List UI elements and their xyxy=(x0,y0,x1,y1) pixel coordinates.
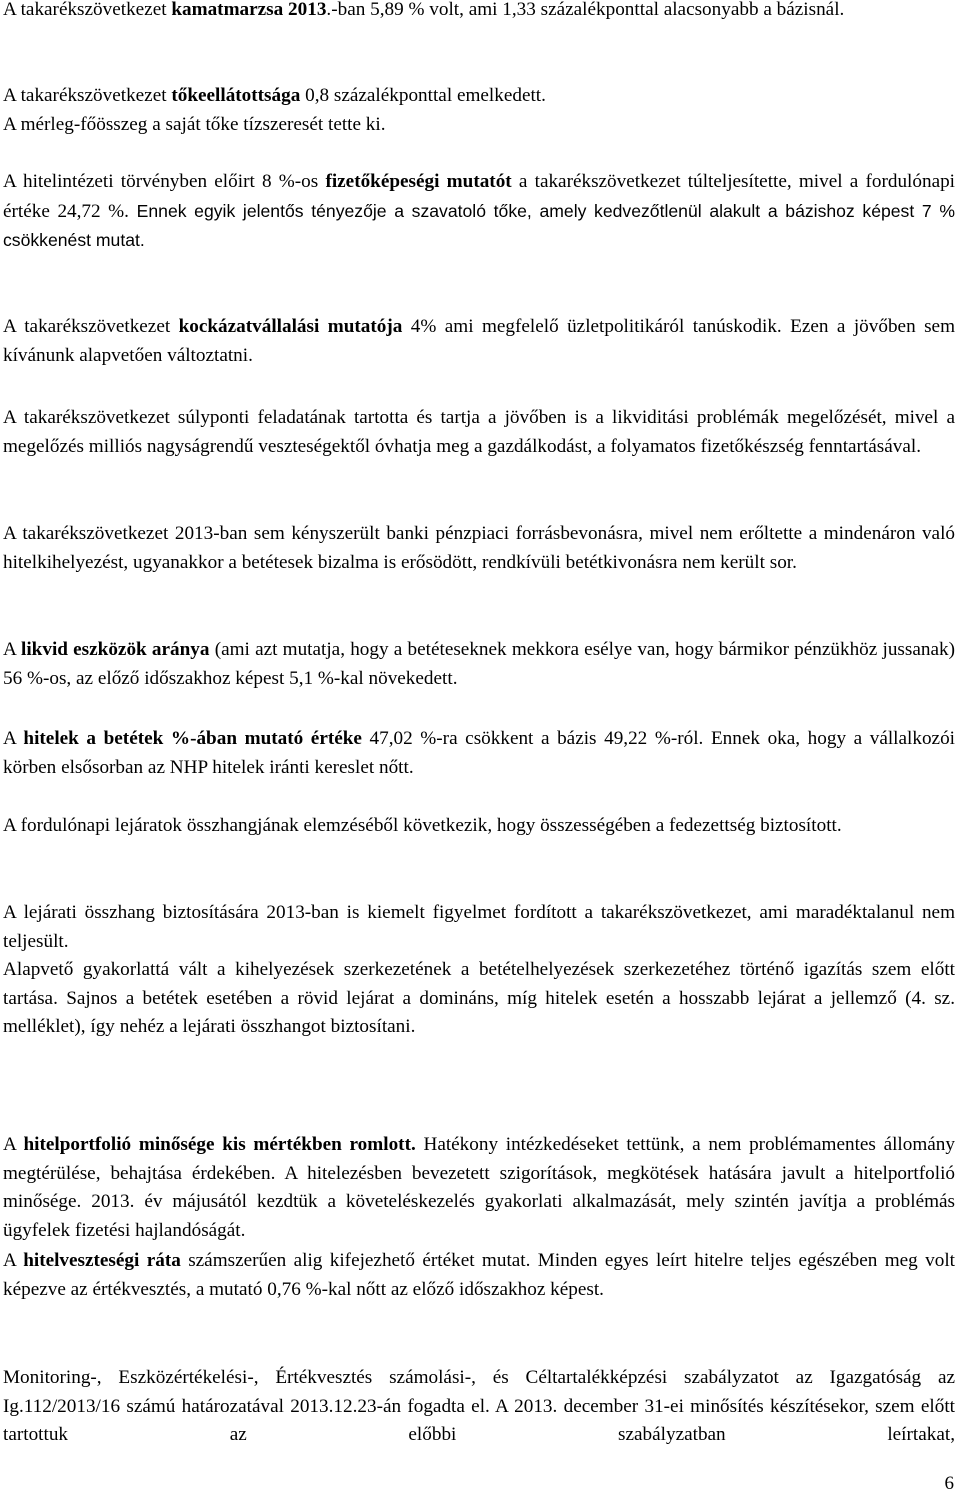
bold-term: likvid eszközök aránya xyxy=(21,639,210,660)
bold-term: hitelek a betétek %-ában mutató értéke xyxy=(23,728,362,749)
text-segment: 0,8 százalékponttal emelkedett. xyxy=(300,85,546,106)
text-segment: A takarékszövetkezet 2013-ban sem kényszerült banki pénzpiaci forrásbevonásra, mivel nem erőltette a mindenáron való hitelkihelyezést, ugyanakkor a betétesek bizalma is erősödött, rendkívüli betétkivonásra nem került sor. xyxy=(3,523,955,573)
paragraph-portfolio-quality xyxy=(3,1131,955,1245)
paragraph-regulations xyxy=(3,1364,955,1450)
paragraph-loans-deposits xyxy=(3,725,955,782)
text-segment: A xyxy=(3,639,22,660)
bold-term: hitelportfolió minősége kis mértékben romlott. xyxy=(23,1134,416,1155)
text-segment: a takarékszövetkezet túlteljesítette, mivel a fordulónapi értéke 24,72 %. xyxy=(3,171,956,222)
text-segment: A takarékszövetkezet xyxy=(3,0,172,20)
text-segment: Ennek egyik jelentős tényezője a szavatoló tőke, amely kedvezőtlenül alakult a bázishoz képest 7 % csökkenést mutat. xyxy=(3,200,955,251)
text-segment: A lejárati összhang biztosítására 2013-ban is kiemelt figyelmet fordított a takarékszövetkezet, ami maradéktalanul nem teljesült. xyxy=(3,902,955,952)
paragraph-funding xyxy=(3,520,955,577)
text-segment: A takarékszövetkezet xyxy=(3,85,172,106)
bold-term: kockázatvállalási mutatója xyxy=(178,316,403,337)
paragraph-balance-sheet xyxy=(3,111,955,140)
bold-term: hitelveszteségi ráta xyxy=(23,1250,181,1271)
text-segment: A takarékszövetkezet súlyponti feladatának tartotta és tartja a jövőben is a likviditási problémák megelőzését, mivel a megelőzés milliós nagyságrendű veszteségektől óvhatja meg a gazdálkodást, a folyamatos fizetőkészség fenntartásával. xyxy=(3,407,955,457)
text-segment: A takarékszövetkezet xyxy=(3,316,179,337)
text-segment: 4% ami megfelelő üzletpolitikáról tanúskodik. Ezen a jövőben sem kívánunk alapvetően változtatni. xyxy=(3,316,955,366)
text-segment: A hitelintézeti törvényben előirt 8 %-os xyxy=(3,171,326,192)
paragraph-placement-structure xyxy=(3,956,955,1042)
bold-term: tőkeellátottsága xyxy=(171,85,301,106)
paragraph-liquid-assets xyxy=(3,636,955,693)
paragraph-capital-adequacy xyxy=(3,82,955,111)
text-segment: számszerűen alig kifejezhető értéket mutat. Minden egyes leírt hitelre teljes egészében meg volt képezve az értékvesztés, a mutató 0,76 %-kal nőtt az előző időszakhoz képest. xyxy=(3,1250,955,1300)
text-segment: Monitoring-, Eszközértékelési-, Értékvesztés számolási-, és Céltartalékképzési szabályzatot az Igazgatóság az Ig.112/2013/16 számú határozatával 2013.12.23-án fogadta el. A 2013. december 31-ei minősítés készítésekor, szem előtt tartottuk az előbbi szabályzatban leírtakat, xyxy=(3,1367,955,1446)
bold-term: kamatmarzsa 2013 xyxy=(171,0,327,20)
paragraph-interest-margin xyxy=(3,0,955,25)
paragraph-liquidity-focus xyxy=(3,404,955,461)
text-segment: Alapvető gyakorlattá vált a kihelyezések szerkezetének a betételhelyezések szerkezetéhez történő igazítás szem előtt tartása. Sajnos a betétek esetében a rövid lejárat a domináns, míg hitelek esetén a hosszabb lejárat a jellemző (4. sz. melléklet), így nehéz a lejárati összhangot biztosítani. xyxy=(3,959,955,1038)
paragraph-maturity-match xyxy=(3,899,955,956)
text-segment: A fordulónapi lejáratok összhangjának elemzéséből következik, hogy összességében a fedezettség biztosított. xyxy=(3,815,842,836)
text-segment: 47,02 %-ra csökkent a bázis 49,22 %-ról. Ennek oka, hogy a vállalkozói körben elsősorban az NHP hitelek iránti kereslet nőtt. xyxy=(3,728,955,778)
paragraph-loss-rate xyxy=(3,1247,955,1304)
text-segment: A xyxy=(3,1250,24,1271)
text-segment: A xyxy=(3,1134,24,1155)
text-segment: Hatékony intézkedéseket tettünk, a nem problémamentes állomány megtérülése, behajtása érdekében. A hitelezésben bevezetett szigorítások, megkötések hatására javult a hitelportfolió minősége. 2013. év májusától kezdtük a követeléskezelés gyakorlati alkalmazását, mely szintén javítja a problémás ügyfelek fizetési hajlandóságát. xyxy=(3,1134,955,1241)
paragraph-maturities xyxy=(3,812,955,841)
text-segment: (ami azt mutatja, hogy a betéteseknek mekkora esélye van, hogy bármikor pénzükhöz jussanak) 56 %-os, az előző időszakhoz képest 5,1 %-kal növekedett. xyxy=(3,639,955,689)
page-number: 6 xyxy=(944,1473,954,1494)
text-segment: A mérleg-főösszeg a saját tőke tízszeresét tette ki. xyxy=(3,114,386,135)
text-segment: .-ban 5,89 % volt, ami 1,33 százalékponttal alacsonyabb a bázisnál. xyxy=(326,0,845,20)
paragraph-solvency-ratio xyxy=(3,168,955,256)
text-segment: A xyxy=(3,728,24,749)
bold-term: fizetőképeségi mutatót xyxy=(325,171,512,192)
paragraph-risk-ratio xyxy=(3,313,955,370)
